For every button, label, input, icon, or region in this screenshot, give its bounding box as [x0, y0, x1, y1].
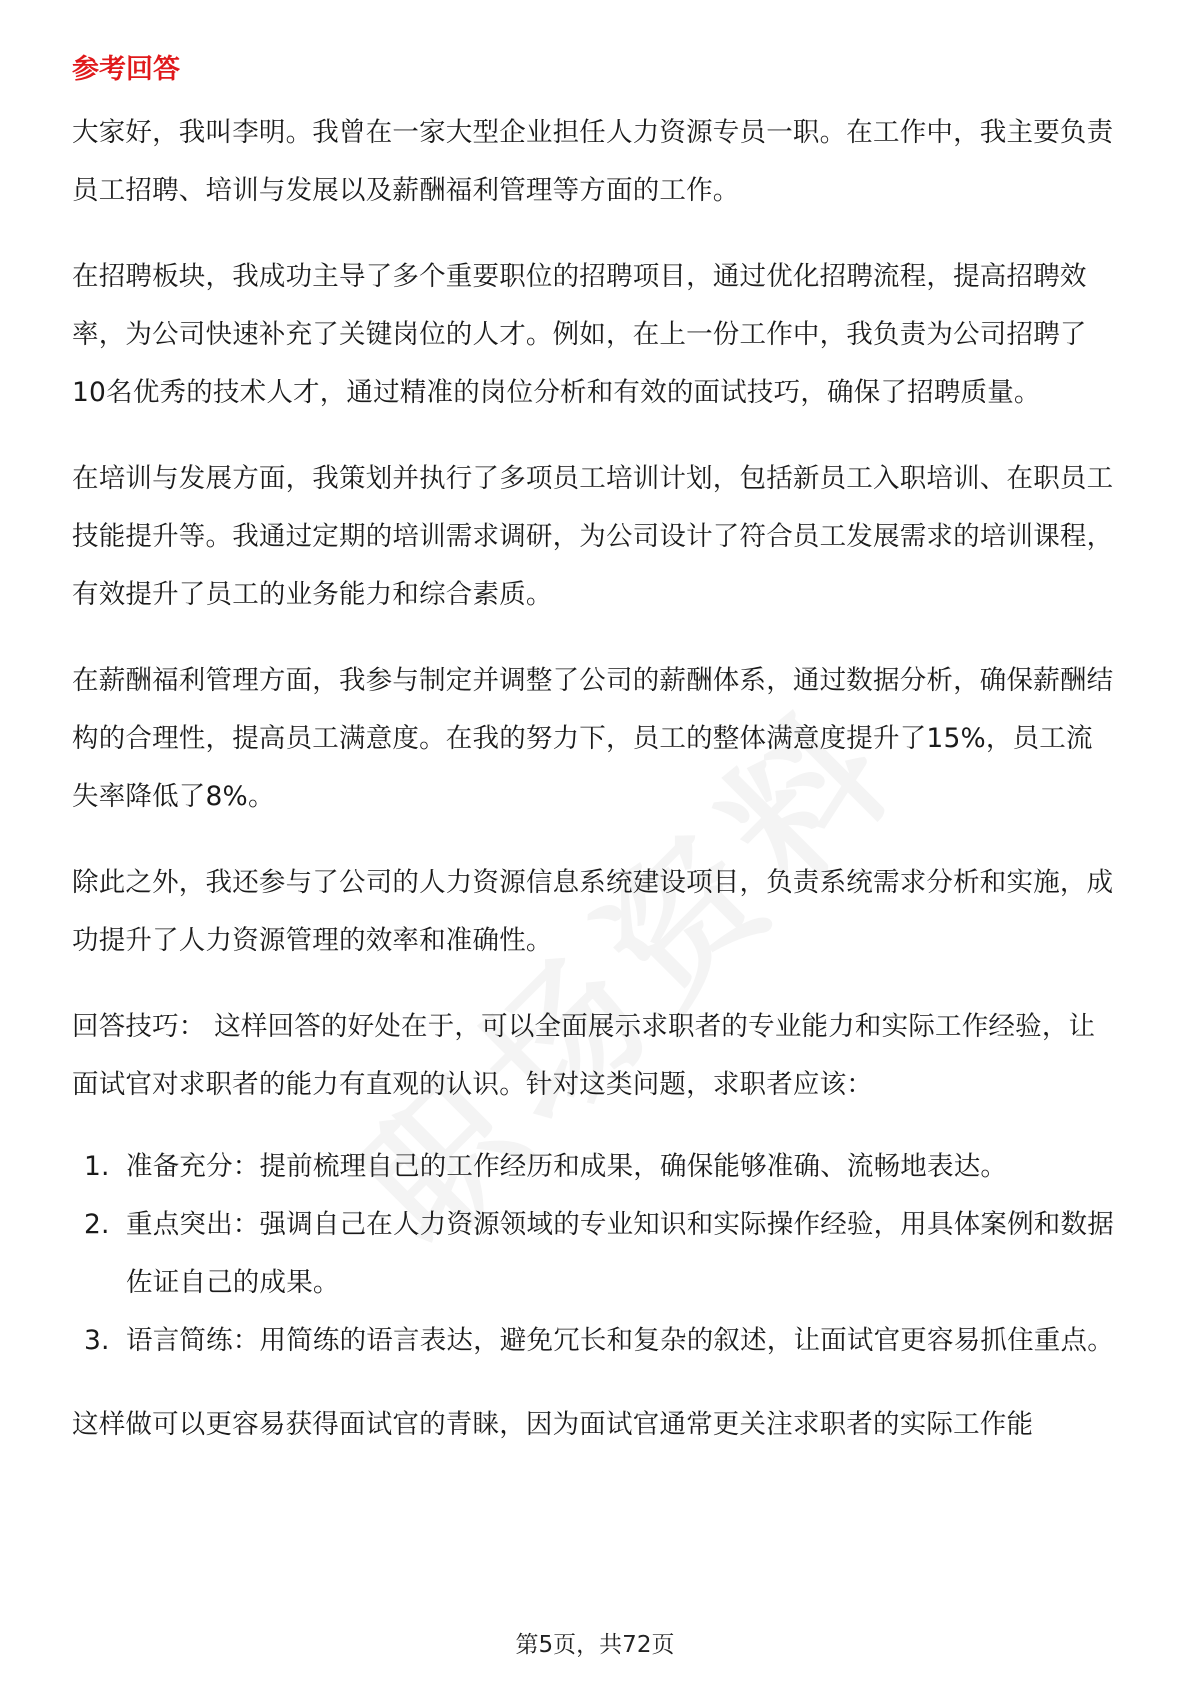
list-item	[72, 1138, 1118, 1196]
list-item	[72, 1196, 1118, 1312]
section-heading: 参考回答	[72, 54, 180, 85]
paragraph-hris: 除此之外，我还参与了公司的人力资源信息系统建设项目，负责系统需求分析和实施，成功提升了人力资源管理的效率和准确性。	[72, 867, 1114, 956]
list-number: 3.	[84, 1325, 110, 1356]
page-footer: 第5页，共72页	[515, 1632, 675, 1658]
document-page	[72, 50, 1118, 1482]
list-text: 重点突出：强调自己在人力资源领域的专业知识和实际操作经验，用具体案例和数据佐证自己的成果。	[126, 1209, 1114, 1298]
paragraph-training: 在培训与发展方面，我策划并执行了多项员工培训计划，包括新员工入职培训、在职员工技能提升等。我通过定期的培训需求调研，为公司设计了符合员工发展需求的培训课程，有效提升了员工的业务能力和综合素质。	[72, 463, 1114, 610]
list-item	[72, 1312, 1118, 1370]
paragraph-recruiting: 在招聘板块，我成功主导了多个重要职位的招聘项目，通过优化招聘流程，提高招聘效率，为公司快速补充了关键岗位的人才。例如，在上一份工作中，我负责为公司招聘了10名优秀的技术人才，通过精准的岗位分析和有效的面试技巧，确保了招聘质量。	[72, 261, 1087, 408]
paragraph-answer-tips: 回答技巧： 这样回答的好处在于，可以全面展示求职者的专业能力和实际工作经验，让面试官对求职者的能力有直观的认识。针对这类问题，求职者应该：	[72, 1011, 1096, 1100]
paragraph-intro: 大家好，我叫李明。我曾在一家大型企业担任人力资源专员一职。在工作中，我主要负责员工招聘、培训与发展以及薪酬福利管理等方面的工作。	[72, 117, 1114, 206]
tips-list	[72, 1138, 1118, 1370]
list-number: 2.	[84, 1209, 110, 1240]
list-number: 1.	[84, 1151, 110, 1182]
paragraph-closing: 这样做可以更容易获得面试官的青睐，因为面试官通常更关注求职者的实际工作能	[72, 1409, 1034, 1440]
paragraph-compensation: 在薪酬福利管理方面，我参与制定并调整了公司的薪酬体系，通过数据分析，确保薪酬结构的合理性，提高员工满意度。在我的努力下，员工的整体满意度提升了15%，员工流失率降低了8%。	[72, 665, 1114, 812]
list-text: 准备充分：提前梳理自己的工作经历和成果，确保能够准确、流畅地表达。	[126, 1151, 1008, 1182]
list-text: 语言简练：用简练的语言表达，避免冗长和复杂的叙述，让面试官更容易抓住重点。	[126, 1325, 1114, 1356]
